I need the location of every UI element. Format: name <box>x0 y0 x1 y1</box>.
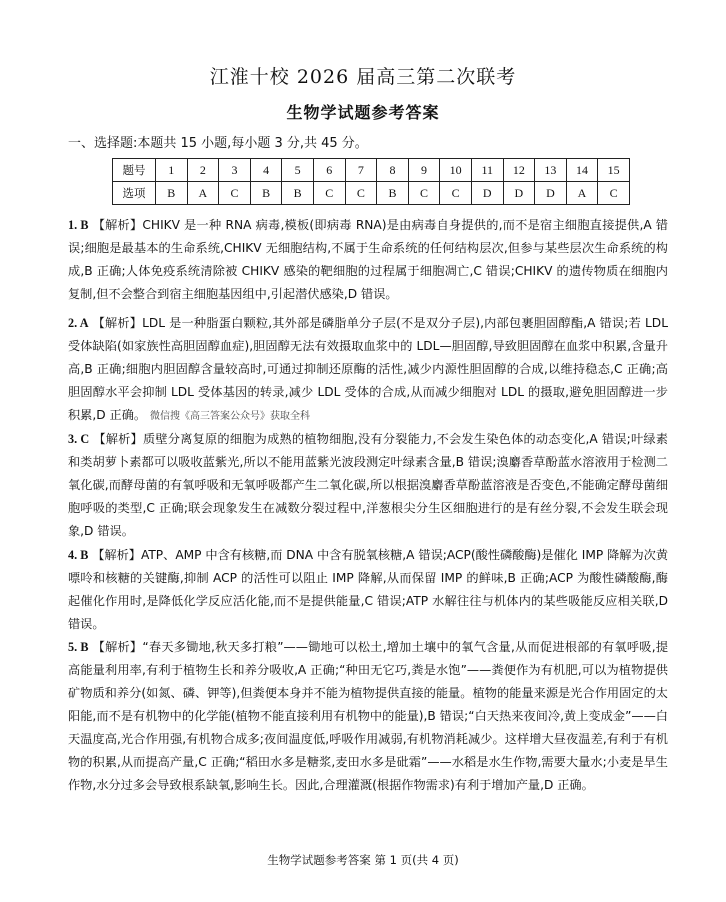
explanation-text: 【解析】CHIKV 是一种 RNA 病毒,模板(即病毒 RNA)是由病毒自身提供的,而不是宿主细胞直接提供,A 错误;细胞是最基本的生命系统,CHIKV 无细胞结构,不属于生命系统的任何结构层次,但参与某些层次生命系统的构成,B 正确;人体免疫系统清除被 CHIKV 感染的靶细胞的过程属于细胞凋亡,C 错误;CHIKV 的遗传物质在细胞内复制,但不会整合到宿主细胞基因组中,引起潜伏感染,D 错误。 <box>68 218 668 301</box>
answer-cell: A <box>187 182 219 205</box>
answer-cell: C <box>313 182 345 205</box>
explanation-item-5 <box>68 636 668 797</box>
explanation-number: 1. B <box>68 218 89 232</box>
answer-cell: B <box>282 182 314 205</box>
question-number-cell: 10 <box>440 159 472 182</box>
answer-cell: B <box>377 182 409 205</box>
question-number-cell: 7 <box>345 159 377 182</box>
question-number-cell: 12 <box>503 159 535 182</box>
question-number-cell: 15 <box>598 159 630 182</box>
question-number-cell: 9 <box>408 159 440 182</box>
explanation-text: 【解析】ATP、AMP 中含有核糖,而 DNA 中含有脱氧核糖,A 错误;ACP(酸性磷酸酶)是催化 IMP 降解为次黄嘌呤和核糖的关键酶,抑制 ACP 的活性可以阻止 IMP 降解,从而保留 IMP 的鲜味,B 正确;ACP 为酸性磷酸酶,酶起催化作用时,是降低化学反应活化能,而不是提供能量,C 错误;ATP 水解往往与机体内的某些吸能反应相关联,D 错误。 <box>68 548 669 631</box>
explanation-number: 4. B <box>68 548 89 562</box>
explanation-number: 3. C <box>68 432 90 446</box>
answer-cell: A <box>566 182 598 205</box>
explanation-item-1 <box>68 214 668 306</box>
explanation-item-3 <box>68 428 668 543</box>
question-number-row <box>113 159 630 182</box>
question-number-cell: 13 <box>535 159 567 182</box>
answer-cell: D <box>503 182 535 205</box>
page-footer: 生物学试题参考答案 第 1 页(共 4 页) <box>267 853 459 867</box>
answer-cell: B <box>250 182 282 205</box>
question-number-cell: 14 <box>566 159 598 182</box>
answer-cell: C <box>408 182 440 205</box>
question-number-cell: 11 <box>471 159 503 182</box>
explanation-number: 2. A <box>68 316 89 330</box>
explanation-text: 【解析】“春天多锄地,秋天多打粮”——锄地可以松土,增加土壤中的氧气含量,从而促进根部的有氧呼吸,提高能量利用率,有利于植物生长和养分吸收,A 正确;“种田无它巧,粪是水饱”——粪便作为有机肥,可以为植物提供矿物质和养分(如氮、磷、钾等),但粪便本身并不能为植物提供直接的能量。植物的能量来源是光合作用固定的太阳能,而不是有机物中的化学能(植物不能直接利用有机物中的能量),B 错误;“白天热来夜间冷,黄上变成金”——白天温度高,光合作用强,有机物合成多;夜间温度低,呼吸作用减弱,有机物消耗减少。这样增大昼夜温差,有利于有机物的积累,从而提高产量,C 正确;“稻田水多是糖浆,麦田水多是砒霜”——水稻是水生作物,需要大量水;小麦是旱生作物,水分过多会导致根系缺氧,影响生长。因此,合理灌溉(根据作物需求)有利于增加产量,D 正确。 <box>68 640 669 792</box>
row-label-answer: 选项 <box>113 182 156 205</box>
question-number-cell: 6 <box>313 159 345 182</box>
answer-cell: D <box>535 182 567 205</box>
answer-cell: C <box>440 182 472 205</box>
explanation-item-2 <box>68 312 668 428</box>
question-number-cell: 5 <box>282 159 314 182</box>
question-number-cell: 2 <box>187 159 219 182</box>
answer-key-subtitle: 生物学试题参考答案 <box>286 103 440 122</box>
answer-cell: B <box>156 182 188 205</box>
answer-cell: C <box>598 182 630 205</box>
explanation-number: 5. B <box>68 640 89 654</box>
row-label-number: 题号 <box>113 159 156 182</box>
answer-cell: C <box>219 182 251 205</box>
explanation-item-4 <box>68 544 668 636</box>
explanation-text: 【解析】LDL 是一种脂蛋白颗粒,其外部是磷脂单分子层(不是双分子层),内部包裹胆固醇酯,A 错误;若 LDL 受体缺陷(如家族性高胆固醇血症),胆固醇无法有效摄取血浆中的 LDL—胆固醇,导致胆固醇在血浆中积累,含量升高,B 正确;细胞内胆固醇含量较高时,可通过抑制还原酶的活性,减少内源性胆固醇的合成,以维持稳态,C 正确;高胆固醇水平会抑制 LDL 受体基因的转录,减少 LDL 受体的合成,从而减少细胞对 LDL 的摄取,避免胆固醇进一步积累,D 正确。 <box>68 316 668 422</box>
explanation-text: 【解析】质壁分离复原的细胞为成熟的植物细胞,没有分裂能力,不会发生染色体的动态变化,A 错误;叶绿素和类胡萝卜素都可以吸收蓝紫光,所以不能用蓝紫光波段测定叶绿素含量,B 错误;溴麝香草酚蓝水溶液用于检测二氧化碳,而酵母菌的有氧呼吸和无氧呼吸都产生二氧化碳,所以根据溴麝香草酚蓝溶液是否变色,不能确定酵母菌细胞呼吸的类型,C 正确;联会现象发生在减数分裂过程中,洋葱根尖分生区细胞进行的是有丝分裂,不会发生联会现象,D 错误。 <box>68 432 668 538</box>
answer-row <box>113 182 630 205</box>
question-number-cell: 8 <box>377 159 409 182</box>
section-heading: 一、选择题:本题共 15 小题,每小题 3 分,共 45 分。 <box>68 136 368 151</box>
question-number-cell: 4 <box>250 159 282 182</box>
answer-cell: C <box>345 182 377 205</box>
answer-cell: D <box>471 182 503 205</box>
exam-title: 江淮十校 2026 届高三第二次联考 <box>209 66 517 88</box>
question-number-cell: 3 <box>219 159 251 182</box>
watermark-note: 微信搜《高三答案公众号》获取全科 <box>149 411 310 422</box>
question-number-cell: 1 <box>156 159 188 182</box>
answer-table <box>112 158 630 205</box>
